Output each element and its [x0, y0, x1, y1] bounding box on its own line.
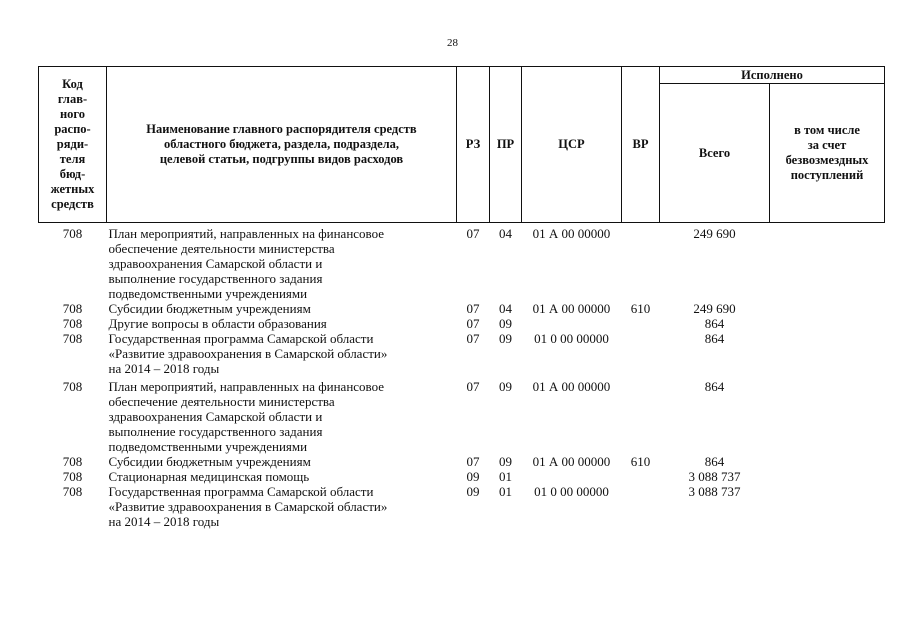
row-total: 249 690	[693, 301, 736, 316]
row-code: 708	[62, 379, 83, 394]
header-executed: Исполнено	[660, 67, 885, 84]
row-code: 708	[62, 331, 83, 346]
row-csr	[522, 316, 622, 331]
row-vr	[622, 376, 660, 454]
table-row	[39, 376, 885, 454]
row-csr: 01 0 00 00000	[534, 331, 609, 346]
header-free: в том числе за счет безвозмездных поступлений	[770, 84, 885, 223]
table-header	[39, 67, 885, 223]
row-name: Субсидии бюджетным учреждениям	[108, 454, 311, 469]
row-free	[770, 484, 885, 529]
budget-table	[38, 66, 885, 529]
row-free	[770, 376, 885, 454]
page-number: 28	[447, 37, 458, 49]
row-name: Другие вопросы в области образования	[108, 316, 327, 331]
row-free	[770, 301, 885, 316]
header-csr: ЦСР	[522, 67, 622, 223]
row-rz: 07	[466, 316, 480, 331]
header-code: Код глав- ного распо- ряди- теля бюд- жетных средств	[39, 67, 107, 223]
row-pr: 04	[499, 226, 512, 241]
table-row	[39, 484, 885, 529]
row-csr: 01 А 00 00000	[532, 454, 611, 469]
row-csr	[522, 469, 622, 484]
row-pr: 09	[499, 379, 512, 394]
row-code: 708	[62, 484, 83, 499]
row-pr: 09	[499, 454, 512, 469]
row-code: 708	[62, 316, 83, 331]
table-row	[39, 316, 885, 331]
row-name: Государственная программа Самарской области «Развитие здравоохранения в Самарской области» на 2014 – 2018 годы	[108, 331, 388, 376]
header-total: Всего	[660, 84, 770, 223]
row-rz: 09	[466, 469, 480, 484]
row-total: 864	[704, 379, 725, 394]
row-rz: 07	[466, 301, 480, 316]
table-row	[39, 469, 885, 484]
row-vr: 610	[630, 301, 651, 316]
row-rz: 07	[466, 331, 480, 346]
row-free	[770, 469, 885, 484]
header-pr: ПР	[490, 67, 522, 223]
table-row	[39, 331, 885, 376]
row-code: 708	[62, 469, 83, 484]
row-vr	[622, 484, 660, 529]
row-rz: 09	[466, 484, 480, 499]
table-row	[39, 301, 885, 316]
row-rz: 07	[466, 454, 480, 469]
row-free	[770, 331, 885, 376]
row-total: 3 088 737	[688, 484, 741, 499]
table-row	[39, 226, 885, 301]
row-total: 864	[704, 454, 725, 469]
row-pr: 09	[499, 316, 512, 331]
row-total: 864	[704, 316, 725, 331]
row-total: 864	[704, 331, 725, 346]
row-pr: 01	[499, 469, 512, 484]
row-name: План мероприятий, направленных на финансовое обеспечение деятельности министерства здравоохранения Самарской области и выполнение государственного задания подведомственными учреждениями	[108, 226, 385, 301]
row-name: План мероприятий, направленных на финансовое обеспечение деятельности министерства здравоохранения Самарской области и выполнение государственного задания подведомственными учреждениями	[108, 379, 385, 454]
table-body	[39, 223, 885, 530]
row-vr: 610	[630, 454, 651, 469]
row-total: 3 088 737	[688, 469, 741, 484]
row-csr: 01 0 00 00000	[534, 484, 609, 499]
row-rz: 07	[466, 379, 480, 394]
header-vr: ВР	[622, 67, 660, 223]
row-free	[770, 454, 885, 469]
row-vr	[622, 469, 660, 484]
row-name: Стационарная медицинская помощь	[108, 469, 310, 484]
header-rz: РЗ	[457, 67, 490, 223]
row-code: 708	[62, 454, 83, 469]
row-csr: 01 А 00 00000	[532, 301, 611, 316]
row-name: Субсидии бюджетным учреждениям	[108, 301, 311, 316]
row-total: 249 690	[693, 226, 736, 241]
row-vr	[622, 226, 660, 301]
row-pr: 04	[499, 301, 512, 316]
row-code: 708	[62, 226, 83, 241]
row-free	[770, 316, 885, 331]
row-code: 708	[62, 301, 83, 316]
row-name: Государственная программа Самарской области «Развитие здравоохранения в Самарской области» на 2014 – 2018 годы	[108, 484, 388, 529]
row-rz: 07	[466, 226, 480, 241]
row-vr	[622, 316, 660, 331]
row-csr: 01 А 00 00000	[532, 226, 611, 241]
row-free	[770, 226, 885, 301]
row-pr: 01	[499, 484, 512, 499]
header-name: Наименование главного распорядителя средств областного бюджета, раздела, подраздела, целевой статьи, подгруппы видов расходов	[107, 67, 457, 223]
row-vr	[622, 331, 660, 376]
row-pr: 09	[499, 331, 512, 346]
table-row	[39, 454, 885, 469]
row-csr: 01 А 00 00000	[532, 379, 611, 394]
